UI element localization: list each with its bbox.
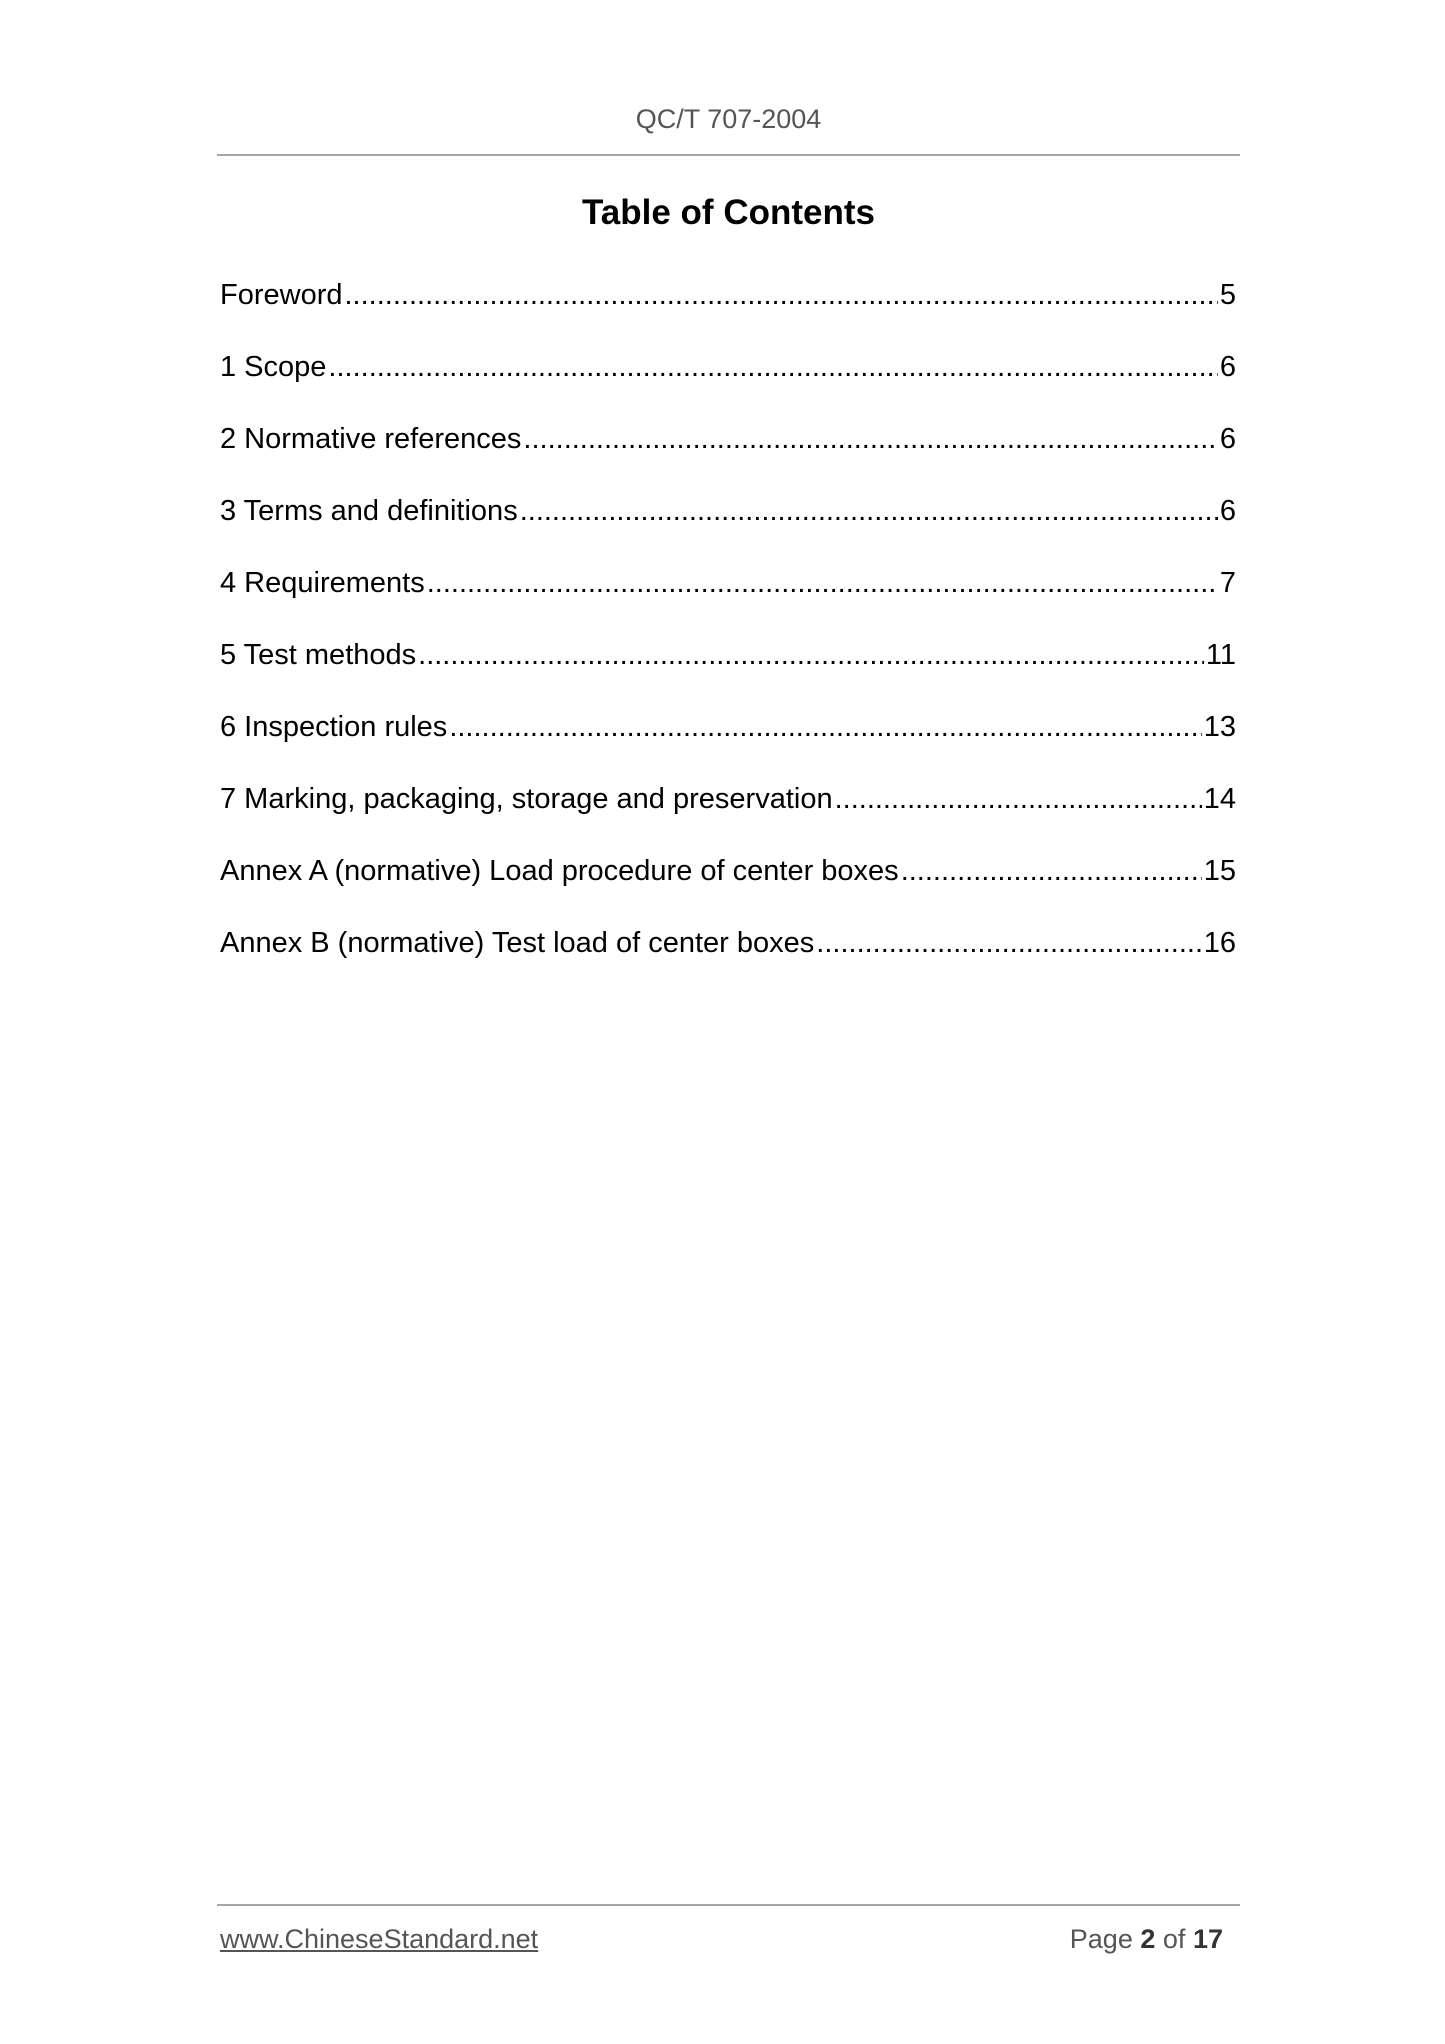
toc-entry-page: 6 [1219, 351, 1236, 383]
toc-dot-leader [835, 779, 1202, 819]
toc-dot-leader [449, 707, 1201, 747]
toc-entry-scope[interactable] [220, 347, 1236, 419]
website-link[interactable]: www.ChineseStandard.net [220, 1924, 539, 1954]
toc-entry-normative-references[interactable] [220, 419, 1236, 491]
toc-entry-label: Annex B (normative) Test load of center boxes [220, 927, 815, 959]
toc-entry-label: 6 Inspection rules [220, 711, 448, 743]
toc-entry-inspection-rules[interactable] [220, 707, 1236, 779]
toc-entry-label: Foreword [220, 279, 343, 311]
toc-entry-foreword[interactable] [220, 275, 1236, 347]
toc-entry-page: 7 [1219, 567, 1236, 599]
toc-entry-page: 6 [1219, 495, 1236, 527]
toc-entry-annex-a[interactable] [220, 851, 1236, 923]
toc-entry-page: 13 [1203, 711, 1236, 743]
toc-dot-leader [816, 923, 1201, 963]
page-number [1070, 1924, 1223, 1955]
toc-dot-leader [427, 563, 1218, 603]
toc-entry-page: 16 [1203, 927, 1236, 959]
toc-title: Table of Contents [582, 193, 875, 232]
toc-entry-page: 11 [1205, 639, 1236, 671]
toc-entry-requirements[interactable] [220, 563, 1236, 635]
toc-entry-label: 5 Test methods [220, 639, 417, 671]
toc-entry-label: 1 Scope [220, 351, 327, 383]
toc-entry-label: 7 Marking, packaging, storage and preservation [220, 783, 833, 815]
total-pages: 17 [1192, 1924, 1223, 1954]
toc-entry-label: 4 Requirements [220, 567, 425, 599]
toc-dot-leader [418, 635, 1204, 675]
toc-entry-page: 5 [1219, 279, 1236, 311]
toc-dot-leader [523, 419, 1217, 459]
toc-list [220, 275, 1236, 995]
toc-entry-marking-packaging[interactable] [220, 779, 1236, 851]
toc-entry-page: 6 [1219, 423, 1236, 455]
toc-dot-leader [901, 851, 1202, 891]
document-code: QC/T 707-2004 [635, 104, 822, 134]
page-footer [217, 1904, 1240, 1966]
toc-entry-page: 15 [1203, 855, 1236, 887]
toc-dot-leader [520, 491, 1218, 531]
toc-entry-label: Annex A (normative) Load procedure of center boxes [220, 855, 899, 887]
page-header [217, 102, 1240, 156]
toc-entry-terms-and-definitions[interactable] [220, 491, 1236, 563]
toc-entry-label: 2 Normative references [220, 423, 522, 455]
toc-entry-page: 14 [1203, 783, 1236, 815]
toc-entry-test-methods[interactable] [220, 635, 1236, 707]
current-page: 2 [1140, 1924, 1156, 1954]
page-prefix: Page [1069, 1924, 1133, 1954]
toc-entry-label: 3 Terms and definitions [220, 495, 518, 527]
toc-entry-annex-b[interactable] [220, 923, 1236, 995]
toc-dot-leader [345, 275, 1218, 315]
page-separator: of [1162, 1924, 1186, 1954]
toc-dot-leader [328, 347, 1217, 387]
